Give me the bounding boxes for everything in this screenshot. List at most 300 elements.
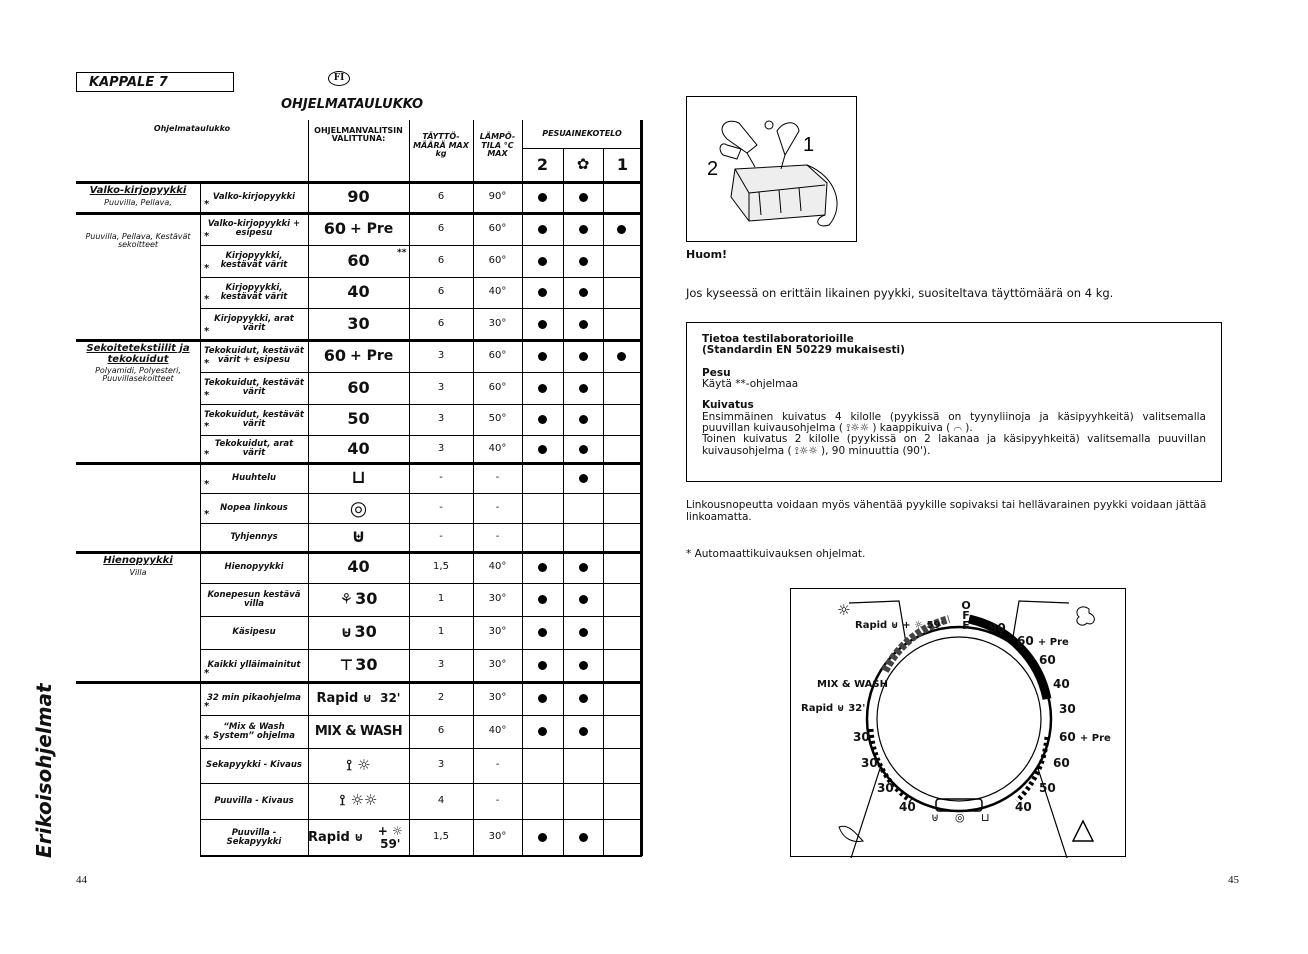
compartment-cf: [563, 783, 603, 819]
wool-icon: ⚘: [339, 589, 354, 608]
compartment-cf: [563, 715, 603, 748]
compartment-c2: [522, 649, 563, 682]
star-note: * Automaattikuivauksen ohjelmat.: [686, 548, 866, 560]
header-selector: OHJELMANVALITSIN VALITTUNA:: [314, 125, 403, 143]
program-name: Hienopyykki: [224, 562, 284, 573]
category-name: Hienopyykki: [103, 555, 173, 566]
detergent-dot: [579, 628, 588, 637]
selector-value: [308, 372, 409, 404]
detergent-dot: [579, 193, 588, 202]
load-kg: 6: [437, 254, 445, 266]
program-name: Kaikki ylläimainitut: [207, 660, 301, 671]
compartment-c1: [603, 277, 640, 308]
selector-extra: 32': [380, 691, 401, 706]
flower-icon: ✿: [576, 155, 590, 174]
detergent-dot: [538, 628, 547, 637]
detergent-dot: [579, 352, 588, 361]
hanger-icon: ⌒: [953, 421, 962, 434]
compartment-c2: [522, 308, 563, 340]
program-name: Tyhjennys: [230, 532, 278, 543]
selector-extra: + Pre: [350, 347, 394, 364]
program-name: Tekokuidut, kestävät värit + esipesu: [204, 346, 304, 365]
header-compartment-2: 2: [536, 154, 549, 174]
drain-icon: ⊎: [362, 691, 373, 706]
detergent-dot: [579, 694, 588, 703]
load-kg: 3: [437, 381, 445, 393]
auto-dry-star: *: [204, 701, 210, 712]
dry-text-first: Ensimmäinen kuivatus 4 kilolle (pyykissä on tyynyliinoja ja käsipyyhkeitä) valitsemalla puuvillan kuivausohjelma ( ⟟☼☼ ) kaappikuiva ( ⌒ ).: [702, 410, 1206, 434]
compartment-cf: [563, 404, 603, 435]
wash-text: Käytä **-ohjelmaa: [702, 377, 799, 390]
temperature: 30°: [488, 626, 507, 638]
page-number-left: 44: [76, 874, 87, 886]
dial-rapid-32: Rapid ⊎ 32': [801, 703, 866, 714]
compartment-cf: [563, 308, 603, 340]
compartment-c2: [522, 819, 563, 856]
compartment-c2: [522, 552, 563, 583]
load-kg: -: [439, 501, 443, 513]
compartment-c2: [522, 493, 563, 523]
selector-value: [308, 182, 409, 213]
program-name: Konepesun kestävä villa: [207, 589, 301, 609]
compartment-cf: [563, 463, 603, 493]
header-detergent: PESUAINEKOTELO: [542, 128, 622, 138]
selector-value: [308, 277, 409, 308]
selector-main: 90: [347, 187, 370, 207]
dry-cotton-icon: ⟟☼☼: [846, 421, 870, 434]
selector-value: [308, 523, 409, 552]
detergent-dot: [538, 193, 547, 202]
compartment-c1: [603, 182, 640, 213]
compartment-c1: [603, 245, 640, 277]
category-cell: [76, 186, 200, 207]
load-kg: 6: [437, 286, 445, 298]
spin-note: Linkousnopeutta voidaan myös vähentää pyykille sopivaksi tai hellävarainen pyykki voidaan jättää linkoamatta.: [686, 499, 1207, 523]
selector-value: [308, 748, 409, 783]
compartment-c2: [522, 404, 563, 435]
header-compartment-1: 1: [616, 154, 629, 174]
page-number-right: 45: [1228, 874, 1239, 886]
temperature: 40°: [488, 725, 507, 737]
compartment-cf: [563, 583, 603, 616]
selector-extra: + Pre: [350, 220, 394, 237]
category-name: Sekoitetekstiilit ja tekokuidut: [86, 343, 190, 365]
program-name: Valko-kirjopyykki: [212, 192, 296, 203]
compartment-c2: [522, 748, 563, 783]
detergent-dot: [538, 384, 547, 393]
load-kg: 1,5: [433, 561, 449, 573]
detergent-dot: [579, 563, 588, 572]
detergent-dot: [617, 352, 626, 361]
special-programs-label: Erikoisohjelmat: [32, 683, 56, 858]
selector-value: [308, 616, 409, 649]
dial-40-delicate: 40: [899, 800, 916, 814]
selector-main: 30: [355, 589, 378, 609]
selector-main: 30: [355, 655, 378, 675]
temperature: -: [495, 501, 500, 513]
temperature: -: [495, 531, 500, 543]
temperature: 30°: [488, 593, 507, 605]
language-badge: FI: [328, 71, 350, 86]
category-cell: [76, 556, 200, 577]
note-heading: Huom!: [686, 248, 728, 261]
load-kg: 1,5: [433, 831, 449, 843]
detergent-dot: [538, 661, 547, 670]
temperature: 30°: [488, 831, 507, 843]
temperature: 60°: [488, 222, 507, 234]
auto-dry-star: *: [204, 668, 210, 679]
selector-value: [308, 783, 409, 819]
compartment-cf: [563, 682, 603, 715]
program-table: [76, 120, 642, 869]
detergent-dot: [579, 661, 588, 670]
category-cell: [76, 344, 200, 384]
compartment-cf: [563, 213, 603, 245]
info-subtitle: (Standardin EN 50229 mukaisesti): [702, 344, 905, 357]
selector-value: [308, 583, 409, 616]
dial-off-label: OFF: [961, 599, 971, 632]
compartment-cf: [563, 649, 603, 682]
compartment-cf: [563, 552, 603, 583]
temperature: 90°: [488, 191, 507, 203]
dial-40: 40: [1053, 677, 1070, 691]
chapter-label: KAPPALE 7: [89, 75, 168, 90]
compartment-c2: [522, 435, 563, 463]
compartment-c1: [603, 463, 640, 493]
program-name: Tekokuidut, kestävät värit: [204, 378, 304, 397]
sun-icon: ☼: [837, 601, 851, 619]
dial-50-synth: 50: [1039, 781, 1056, 795]
selector-value: [308, 245, 409, 277]
load-note: Jos kyseessä on erittäin likainen pyykki, suositeltava täyttömäärä on 4 kg.: [686, 286, 1114, 300]
load-kg: 1: [437, 593, 445, 605]
auto-dry-star: *: [204, 734, 210, 745]
compartment-c1: [603, 552, 640, 583]
program-name: Sekapyykki - Kivaus: [206, 760, 302, 771]
header-temp: LÄMPÖ- TILA °C MAX: [479, 132, 516, 159]
program-name: Puuvilla - Kivaus: [214, 795, 294, 806]
selector-main: 60: [323, 218, 346, 238]
compartment-cf: [563, 435, 603, 463]
compartment-c1: [603, 493, 640, 523]
program-name: Tekokuidut, arat värit: [214, 439, 294, 458]
dial-60-synth: 60: [1053, 756, 1070, 770]
load-kg: 3: [437, 659, 445, 671]
detergent-dot: [538, 320, 547, 329]
load-kg: 6: [437, 725, 445, 737]
selector-extra: + ☼ 59': [377, 823, 403, 851]
detergent-dot: [538, 595, 547, 604]
temperature: 60°: [488, 349, 507, 361]
load-kg: 3: [437, 442, 445, 454]
compartment-c2: [522, 616, 563, 649]
compartment-c1: [603, 340, 640, 372]
compartment-c1: [603, 523, 640, 552]
compartment-c1: [603, 583, 640, 616]
program-name: Tekokuidut, kestävät värit: [204, 409, 304, 429]
detergent-dot: [579, 445, 588, 454]
temperature: 40°: [488, 286, 507, 298]
delicate-triangle-icon: [1073, 821, 1093, 841]
lab-program-mark: **: [397, 248, 407, 258]
selector-main: 30: [347, 313, 370, 333]
tshirt-icon: ⊤: [339, 655, 354, 674]
program-name: Käsipesu: [232, 627, 276, 638]
auto-dry-star: *: [204, 199, 210, 210]
compartment-c2: [522, 523, 563, 552]
detergent-dot: [538, 225, 547, 234]
selector-main: 60: [347, 250, 370, 270]
detergent-dot: [579, 288, 588, 297]
selector-value: [308, 649, 409, 682]
temperature: 40°: [488, 442, 507, 454]
category-sub: Villa: [129, 567, 147, 577]
auto-dry-star: *: [204, 231, 210, 242]
col-rule: [200, 182, 201, 856]
selector-value: [308, 819, 409, 856]
compartment-cf: [563, 340, 603, 372]
compartment-c1: [603, 748, 640, 783]
detergent-dot: [579, 727, 588, 736]
selector-value: [308, 308, 409, 340]
detergent-dot: [579, 320, 588, 329]
compartment-c1: [603, 715, 640, 748]
dial-mix-wash: MIX & WASH: [817, 679, 888, 690]
temperature: 50°: [488, 413, 507, 425]
chapter-box: [76, 72, 234, 92]
temperature: -: [495, 794, 500, 806]
header-programs: Ohjelmataulukko: [153, 123, 231, 133]
selector-value: [308, 682, 409, 715]
dial-90: 90: [989, 621, 1006, 635]
program-name: Kirjopyykki, kestävät värit: [220, 282, 288, 302]
compartment-c1: [603, 783, 640, 819]
rinse-icon: ⊔: [351, 466, 366, 488]
compartment-c2: [522, 277, 563, 308]
compartment-cf: [563, 277, 603, 308]
program-name: Kirjopyykki, kestävät värit: [220, 251, 288, 270]
drain-icon: ⊎: [351, 526, 366, 548]
selector-value: [308, 552, 409, 583]
program-name: Huuhtelu: [231, 472, 277, 483]
auto-dry-star: *: [204, 358, 210, 369]
compartment-c1: [603, 372, 640, 404]
selector-main: 30: [354, 622, 377, 642]
compartment-c1: [603, 213, 640, 245]
detergent-dot: [538, 257, 547, 266]
wash-heading: Pesu: [702, 366, 731, 379]
program-dial-panel: [790, 588, 1126, 857]
detergent-dot: [538, 352, 547, 361]
temperature: -: [495, 471, 500, 483]
compartment-c2: [522, 463, 563, 493]
selector-main: 60: [347, 377, 370, 397]
load-kg: -: [439, 531, 443, 543]
compartment-c1: [603, 616, 640, 649]
mixed-dry-icon: ⟟ ☼: [346, 755, 371, 774]
dry-text-second: Toinen kuivatus 2 kilolle (pyykissä on 2 lakanaa ja käsipyyhkeitä) valitsemalla puuvillan kuivausohjelma ( ⟟☼☼ ), 90 minuuttia (90').: [702, 433, 1206, 457]
header-compartment-flower: [563, 148, 603, 182]
dial-handwash-30: 30: [861, 756, 878, 770]
auto-dry-star: *: [204, 326, 210, 337]
spin-icon: ◎: [349, 495, 368, 520]
program-name: Valko-kirjopyykki + esipesu: [207, 219, 301, 238]
selector-value: [308, 493, 409, 523]
load-kg: -: [439, 471, 443, 483]
table-right-border: [640, 120, 643, 856]
compartment-c2: [522, 583, 563, 616]
compartment-c1: [603, 404, 640, 435]
auto-dry-star: *: [204, 263, 210, 274]
auto-dry-star: *: [204, 449, 210, 460]
detergent-dot: [579, 225, 588, 234]
test-lab-info-box: [686, 322, 1222, 482]
selector-main: 50: [347, 409, 370, 429]
compartment-cf: [563, 182, 603, 213]
compartment-cf: [563, 245, 603, 277]
dial-60-pre-synth: 60 + Pre: [1059, 730, 1111, 744]
auto-dry-star: *: [204, 390, 210, 401]
program-name: Nopea linkous: [220, 502, 288, 513]
compartment-cf: [563, 493, 603, 523]
dial-60: 60: [1039, 653, 1056, 667]
selector-value: [308, 715, 409, 748]
spin-icon: ◎: [955, 811, 965, 824]
compartment-c2: [522, 182, 563, 213]
category-sub: Puuvilla, Pellava,: [104, 197, 172, 207]
load-kg: 1: [437, 626, 445, 638]
selector-value: [308, 463, 409, 493]
selector-main: 40: [347, 282, 370, 302]
compartment-c2: [522, 372, 563, 404]
compartment-c1: [603, 308, 640, 340]
detergent-dot: [538, 727, 547, 736]
page-title: OHJELMATAULUKKO: [281, 97, 424, 112]
temperature: -: [495, 759, 500, 771]
dial-rapid-59: Rapid ⊎ + ☼ 59': [855, 620, 944, 631]
detergent-dot: [579, 474, 588, 483]
cotton-icon: [1077, 607, 1094, 625]
compartment-cf: [563, 372, 603, 404]
selector-value: [308, 340, 409, 372]
compartment-cf: [563, 748, 603, 783]
cotton-dry-icon: ⟟ ☼☼: [339, 791, 378, 810]
compartment-cf: [563, 819, 603, 856]
load-kg: 6: [437, 191, 445, 203]
temperature: 30°: [488, 692, 507, 704]
selector-value: [308, 404, 409, 435]
selector-main: 40: [347, 438, 370, 458]
category-sub: Puuvilla, Pellava, Kestävät sekoitteet: [85, 232, 191, 250]
compartment-c2: [522, 340, 563, 372]
selector-main: 60: [323, 345, 346, 365]
detergent-dot: [538, 288, 547, 297]
program-name: Kirjopyykki, arat värit: [214, 314, 294, 333]
header-load: TÄYTTÖ- MÄÄRÄ MAX kg: [413, 132, 469, 159]
auto-dry-star: *: [204, 421, 210, 432]
load-kg: 3: [437, 413, 445, 425]
header-rule: [522, 148, 642, 149]
detergent-dot: [579, 384, 588, 393]
detergent-dot: [538, 445, 547, 454]
load-kg: 3: [437, 759, 445, 771]
detergent-dot: [538, 833, 547, 842]
compartment-c1: [603, 682, 640, 715]
detergent-dot: [579, 595, 588, 604]
load-kg: 3: [437, 349, 445, 361]
selector-value: [308, 213, 409, 245]
drain-icon: ⊎: [353, 830, 364, 845]
dial-40-synth: 40: [1015, 800, 1032, 814]
drain-icon: ⊎: [931, 811, 940, 824]
detergent-drawer-illustration: [686, 96, 857, 242]
detergent-dot: [538, 694, 547, 703]
compartment-c2: [522, 682, 563, 715]
detergent-dot: [579, 833, 588, 842]
compartment-c2: [522, 783, 563, 819]
load-kg: 6: [437, 222, 445, 234]
drawer-label-2: 2: [707, 158, 719, 180]
dry-heading: Kuivatus: [702, 399, 754, 412]
category-name: Valko-kirjopyykki: [89, 185, 187, 196]
selector-main: MIX & WASH: [314, 723, 403, 739]
category-sub: Polyamidi, Polyesteri, Puuvillasekoitteet: [95, 366, 181, 384]
selector-value: [308, 435, 409, 463]
compartment-cf: [563, 616, 603, 649]
handwash-icon: ⊌: [340, 622, 353, 641]
rinse-icon: ⊔: [981, 811, 990, 824]
compartment-c2: [522, 245, 563, 277]
selector-main: 40: [347, 557, 370, 577]
dial-tshirt-30: 30: [853, 730, 870, 744]
dial-30: 30: [1059, 702, 1076, 716]
auto-dry-star: *: [204, 509, 210, 520]
drawer-label-1: 1: [803, 134, 815, 156]
compartment-c1: [603, 819, 640, 856]
dial-60-pre: 60 + Pre: [1017, 634, 1069, 648]
detergent-dot: [538, 563, 547, 572]
compartment-c1: [603, 435, 640, 463]
load-kg: 2: [437, 692, 445, 704]
selector-main: Rapid: [308, 829, 350, 845]
detergent-dot: [538, 415, 547, 424]
temperature: 40°: [488, 561, 507, 573]
temperature: 30°: [488, 317, 507, 329]
load-kg: 6: [437, 317, 445, 329]
dial-wool-30: 30: [877, 781, 894, 795]
compartment-c2: [522, 213, 563, 245]
detergent-dot: [579, 257, 588, 266]
compartment-c1: [603, 649, 640, 682]
temperature: 60°: [488, 254, 507, 266]
auto-dry-star: *: [204, 294, 210, 305]
detergent-dot: [579, 415, 588, 424]
program-name: 32 min pikaohjelma: [206, 693, 302, 704]
detergent-dot: [617, 225, 626, 234]
auto-dry-star: *: [204, 479, 210, 490]
info-title: Tietoa testilaboratorioille: [702, 333, 854, 345]
program-name: Puuvilla - Sekapyykki: [226, 827, 282, 847]
dry-cotton-icon-2: ⟟☼☼: [794, 444, 818, 457]
load-kg: 4: [437, 794, 445, 806]
drawer-drawing: [687, 97, 858, 243]
program-name: “Mix & Wash System” ohjelma: [213, 721, 295, 741]
compartment-cf: [563, 523, 603, 552]
compartment-c2: [522, 715, 563, 748]
temperature: 60°: [488, 381, 507, 393]
temperature: 30°: [488, 659, 507, 671]
selector-main: Rapid: [316, 690, 359, 706]
